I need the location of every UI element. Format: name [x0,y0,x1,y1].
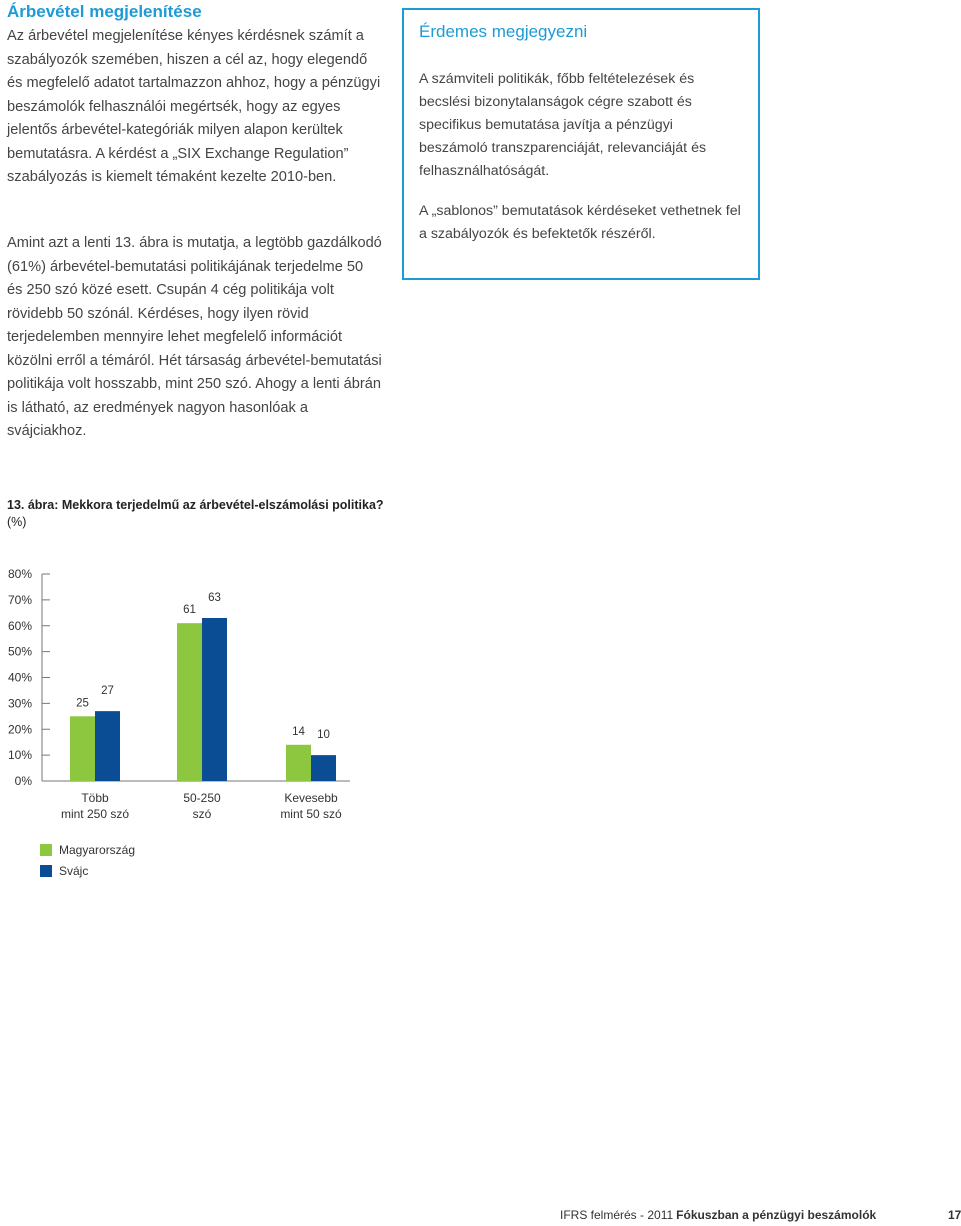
figure-caption [7,497,387,531]
section-title: Árbevétel megjelenítése [7,2,202,21]
data-label: 61 [183,604,196,617]
bar [311,755,336,781]
bar [70,716,95,781]
page-number: 17 [948,1208,961,1222]
figure-caption-unit: (%) [7,515,27,529]
y-tick-label: 50% [7,644,32,659]
paragraph-text: Az árbevétel megjelenítése kényes kérdésnek számít a szabályozók szemében, hiszen a cél az, hogy elegendő és megfelelő adatot tartalmazzon ahhoz, hogy a pénzügyi beszámolók felhasználói megértsék, hogy az egyes jelentős árbevétel-kategóriák milyen alapon kerültek bemutatásra. A kérdést a „SIX Exchange Regulation” szabályozás is kiemelt témaként kezelte 2010-ben. [7,28,381,185]
body-paragraph-1 [7,25,382,190]
legend-swatch-hungary [40,844,52,856]
note-paragraph-1: A számviteli politikák, főbb feltételezések és becslési bizonytalanságok cégre szabott és specifikus bemutatása javítja a pénzügyi beszámoló transzparenciáját, relevanciáját és felhasználhatóságát. [419,71,707,179]
x-tick-label: mint 50 szó [280,807,342,821]
legend-swatch-switzerland [40,865,52,877]
y-tick-label: 30% [7,696,32,711]
bar [286,745,311,781]
x-tick-label: szó [192,807,212,821]
legend-item-hungary [40,839,135,860]
bar [177,623,202,781]
bar [95,711,120,781]
note-title: Érdemes megjegyezni [419,22,588,41]
y-tick-label: 60% [7,618,32,633]
chart-legend [40,839,135,881]
y-tick-label: 70% [7,592,32,607]
paragraph-text: Amint azt a lenti 13. ábra is mutatja, a legtöbb gazdálkodó (61%) árbevétel-bemutatási politikájának terjedelme 50 és 250 szó közé esett. Csupán 4 cég politikája volt rövidebb 50 szónál. Kérdéses, hogy ilyen rövid terjedelemben mennyire lehet megfelelő információt közölni erről a témáról. Hét társaság árbevétel-bemutatási politikája volt hosszabb, mint 250 szó. Ahogy a lenti ábrán is látható, az eredmények nagyon hasonlóak a svájciakhoz. [7,235,382,439]
bar [202,618,227,781]
y-tick-label: 0% [14,774,32,788]
legend-item-switzerland [40,860,135,881]
body-paragraph-2 [7,232,382,444]
x-tick-label: mint 250 szó [60,807,130,821]
data-label: 10 [317,729,330,742]
y-tick-label: 20% [7,722,32,737]
figure-caption-title: 13. ábra: Mekkora terjedelmű az árbevétel-elszámolási politika? [7,498,384,512]
x-tick-label: Kevesebb [284,791,338,805]
y-tick-label: 40% [7,670,32,685]
data-label: 63 [208,591,221,604]
footer-publication [560,1208,876,1222]
data-label: 14 [292,725,305,738]
legend-label-switzerland: Svájc [59,863,89,878]
data-label: 25 [76,697,89,710]
note-box [402,8,760,280]
bar-chart [0,560,400,830]
y-tick-label: 10% [7,748,32,763]
note-paragraph-2: A „sablonos” bemutatások kérdéseket vethetnek fel a szabályozók és befektetők részéről. [419,203,741,242]
y-tick-label: 80% [7,567,32,581]
x-tick-label: Több [81,791,109,805]
footer-publication-title: Fókuszban a pénzügyi beszámolók [676,1208,877,1222]
x-tick-label: 50-250 [183,791,221,805]
footer-publication-label: IFRS felmérés - 2011 [560,1208,674,1222]
data-label: 27 [101,685,114,698]
legend-label-hungary: Magyarország [59,842,136,857]
